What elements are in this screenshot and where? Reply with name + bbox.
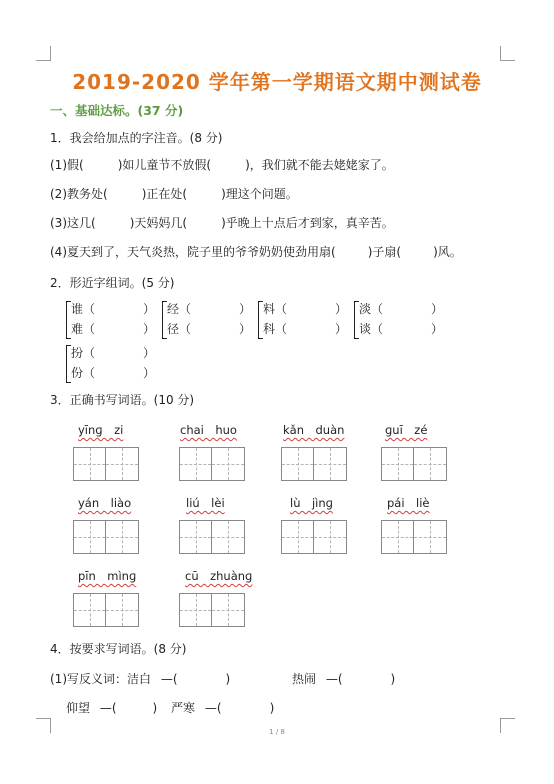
exam-title: 2019-2020 学年第一学期语文期中测试卷 bbox=[72, 70, 482, 94]
page-number: 1 / 8 bbox=[269, 728, 285, 736]
writing-grid[interactable] bbox=[73, 593, 139, 627]
q2-heading: 2．形近字组词。(5 分) bbox=[50, 276, 175, 290]
writing-grid[interactable] bbox=[179, 520, 245, 554]
q2-group-1: 谁（ ） 难（ ） bbox=[66, 299, 155, 339]
pinyin-label: lù jìnɡ bbox=[290, 496, 333, 510]
pinyin-label: chai huo bbox=[180, 423, 237, 437]
writing-grid[interactable] bbox=[179, 447, 245, 481]
writing-grid[interactable] bbox=[73, 447, 139, 481]
q3-heading: 3．正确书写词语。(10 分) bbox=[50, 393, 195, 407]
q2-group-5: 扮（ ） 份（ ） bbox=[66, 343, 155, 383]
section-heading: 一、基础达标。(37 分) bbox=[50, 103, 184, 118]
pinyin-label: pái liè bbox=[387, 496, 430, 510]
q4-line-1: (1)写反义词：洁白 —( ) 热闹 —( ) bbox=[50, 672, 396, 686]
pinyin-label: yán liào bbox=[78, 496, 132, 510]
crop-mark-top-right bbox=[500, 46, 515, 61]
pinyin-label: yīnɡ zi bbox=[78, 423, 124, 437]
pinyin-label: ɡuī zé bbox=[385, 423, 428, 437]
q2-group-4: 淡（ ） 谈（ ） bbox=[354, 299, 443, 339]
q2-group-2: 经（ ） 径（ ） bbox=[162, 299, 251, 339]
writing-grid[interactable] bbox=[179, 593, 245, 627]
q2-group-3: 料（ ） 科（ ） bbox=[258, 299, 347, 339]
q1-line-4: (4)夏天到了，天气炎热，院子里的爷爷奶奶使劲用扇( )子扇( )风。 bbox=[50, 245, 462, 259]
writing-grid[interactable] bbox=[281, 447, 347, 481]
writing-grid[interactable] bbox=[381, 447, 447, 481]
writing-grid[interactable] bbox=[381, 520, 447, 554]
writing-grid[interactable] bbox=[281, 520, 347, 554]
q1-line-1: (1)假( )如儿童节不放假( )，我们就不能去姥姥家了。 bbox=[50, 158, 394, 172]
pinyin-label: pīn mìnɡ bbox=[78, 569, 137, 583]
q4-heading: 4．按要求写词语。(8 分) bbox=[50, 642, 187, 656]
pinyin-label: cū zhuànɡ bbox=[185, 569, 253, 583]
q1-line-3: (3)这几( )天妈妈几( )乎晚上十点后才到家，真辛苦。 bbox=[50, 216, 394, 230]
q1-line-2: (2)教务处( )正在处( )理这个问题。 bbox=[50, 187, 298, 201]
crop-mark-top-left bbox=[36, 46, 51, 61]
pinyin-label: kǎn duàn bbox=[283, 423, 345, 437]
q1-heading: 1．我会给加点的字注音。(8 分) bbox=[50, 131, 223, 145]
pinyin-label: liú lèi bbox=[186, 496, 225, 510]
q4-line-2: 仰望 —( ) 严寒 —( ) bbox=[66, 701, 275, 715]
writing-grid[interactable] bbox=[73, 520, 139, 554]
